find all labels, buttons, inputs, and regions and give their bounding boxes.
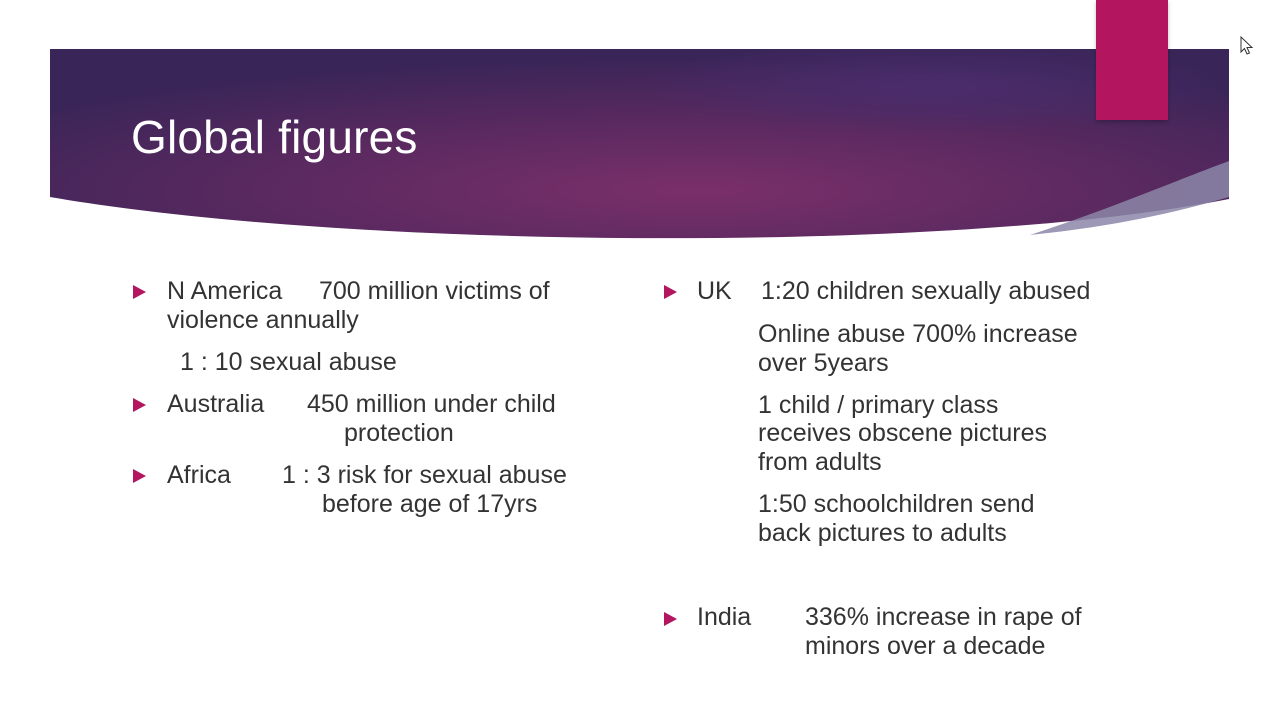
na-sub: 1 : 10 sexual abuse <box>180 348 397 376</box>
af-country: Africa <box>167 461 231 489</box>
na-text-1: 700 million victims of <box>319 277 550 305</box>
af-text-1: 1 : 3 risk for sexual abuse <box>282 461 567 489</box>
au-text-2: protection <box>344 419 454 447</box>
uk-online-1: Online abuse 700% increase <box>758 320 1078 348</box>
uk-child-1: 1 child / primary class <box>758 391 999 419</box>
uk-school-1: 1:50 schoolchildren send <box>758 490 1035 518</box>
india-text-2: minors over a decade <box>805 632 1046 660</box>
triangle-right-icon <box>664 612 677 626</box>
mouse-pointer-icon <box>1240 36 1254 61</box>
triangle-right-icon <box>664 285 677 299</box>
uk-country: UK <box>697 277 732 305</box>
au-text-1: 450 million under child <box>307 390 556 418</box>
uk-child-2: receives obscene pictures <box>758 419 1048 447</box>
af-text-2: before age of 17yrs <box>322 490 538 518</box>
uk-school-2: back pictures to adults <box>758 519 1007 547</box>
na-text-2: violence annually <box>167 306 359 334</box>
uk-online-2: over 5years <box>758 349 889 377</box>
india-text-1: 336% increase in rape of <box>805 603 1082 631</box>
au-country: Australia <box>167 390 265 418</box>
india-country: India <box>697 603 752 631</box>
na-country: N America <box>167 277 283 305</box>
uk-text: 1:20 children sexually abused <box>761 277 1091 305</box>
slide-title: Global figures <box>131 111 418 163</box>
uk-child-3: from adults <box>758 448 882 476</box>
